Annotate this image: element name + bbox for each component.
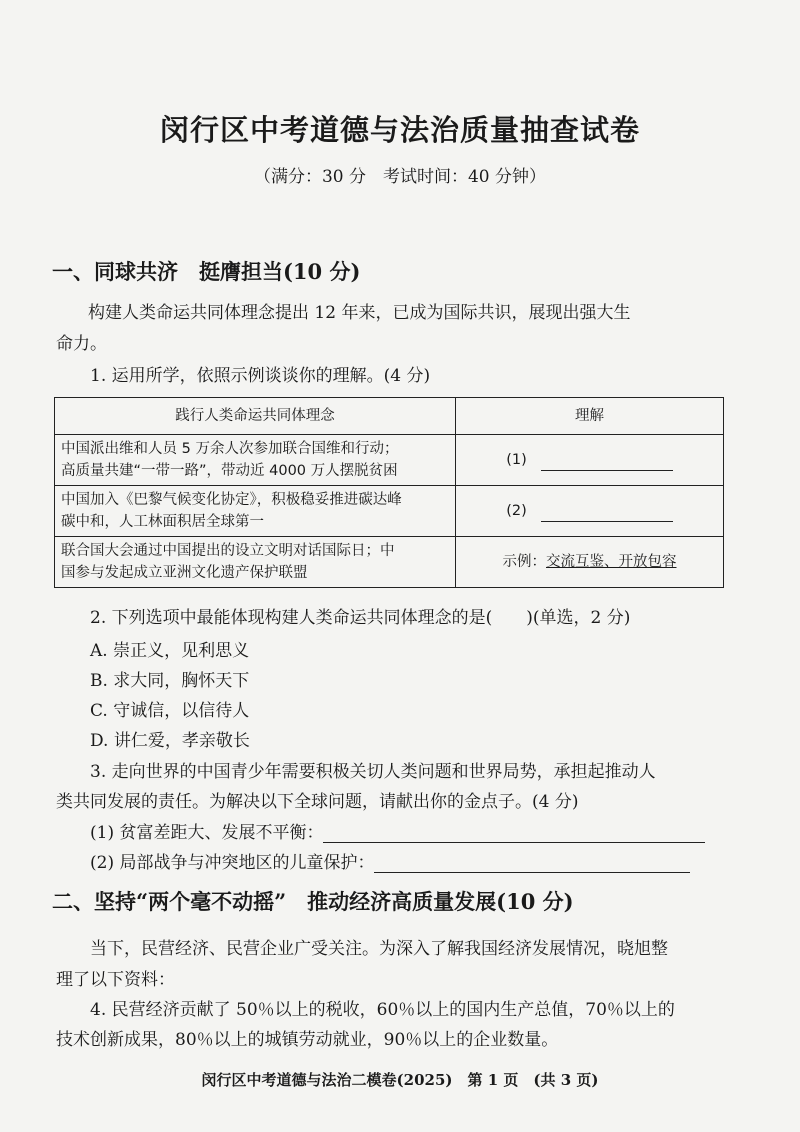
question-1: 1. 运用所学，依照示例谈谈你的理解。(4 分): [90, 366, 431, 386]
exam-info: （满分：30 分 考试时间：40 分钟）: [253, 167, 547, 187]
cell-text: 联合国大会通过中国提出的设立文明对话国际日；中: [61, 543, 395, 559]
example-cell: [456, 537, 724, 588]
section-2-intro: 当下，民营经济、民营企业广受关注。为深入了解我国经济发展情况，晓旭整: [90, 939, 668, 959]
table-row: [55, 537, 724, 588]
example-text: 交流互鉴、开放包容: [546, 554, 677, 570]
option-c: C. 守诚信，以信待人: [90, 701, 250, 721]
question-2: 2. 下列选项中最能体现构建人类命运共同体理念的是( )(单选，2 分): [90, 608, 631, 628]
cell-text: 国参与发起成立亚洲文化遗产保护联盟: [61, 565, 308, 581]
question-4-cont: 技术创新成果，80％以上的城镇劳动就业，90％以上的企业数量。: [56, 1030, 559, 1050]
question-3-part-1: [90, 818, 705, 843]
part-1-prompt: (1) 贫富差距大、发展不平衡：: [90, 823, 324, 843]
section-1-heading: 一、同球共济 挺膺担当(10 分): [52, 259, 361, 284]
answer-line-2[interactable]: [374, 854, 690, 873]
question-4: 4. 民营经济贡献了 50％以上的税收，60％以上的国内生产总值，70％以上的: [90, 1000, 675, 1020]
cell-text: 中国派出维和人员 5 万余人次参加联合国维和行动；: [61, 441, 399, 457]
example-label: 示例：: [502, 554, 546, 570]
table-cell: [55, 486, 456, 537]
section-2-heading: 二、坚持“两个毫不动摇” 推动经济高质量发展(10 分): [52, 889, 574, 914]
page-title: 闵行区中考道德与法治质量抽查试卷: [159, 113, 640, 147]
table-header-right: 理解: [456, 398, 724, 435]
table-row: [55, 486, 724, 537]
part-2-prompt: (2) 局部战争与冲突地区的儿童保护：: [90, 853, 375, 873]
answer-line-1[interactable]: [323, 824, 705, 843]
option-b: B. 求大同，胸怀天下: [90, 671, 250, 691]
table-header-left: 践行人类命运共同体理念: [55, 398, 456, 435]
page-footer: 闵行区中考道德与法治二模卷(2025) 第 1 页 (共 3 页): [201, 1071, 599, 1089]
answer-blank-2[interactable]: [541, 505, 673, 522]
answer-cell[interactable]: [456, 435, 724, 486]
question-3: 3. 走向世界的中国青少年需要积极关切人类问题和世界局势，承担起推动人: [90, 762, 656, 782]
question-3-cont: 类共同发展的责任。为解决以下全球问题，请献出你的金点子。(4 分): [56, 792, 579, 812]
answer-label: (2): [506, 503, 527, 519]
section-1-intro: 构建人类命运共同体理念提出 12 年来，已成为国际共识，展现出强大生: [88, 303, 631, 323]
answer-blank-1[interactable]: [541, 454, 673, 471]
table-cell: [55, 537, 456, 588]
answer-label: (1): [506, 452, 527, 468]
question-3-part-2: [90, 848, 690, 873]
table-cell: [55, 435, 456, 486]
cell-text: 高质量共建“一带一路”，带动近 4000 万人摆脱贫困: [61, 463, 398, 479]
section-1-intro-cont: 命力。: [56, 334, 107, 354]
option-d: D. 讲仁爱，孝亲敬长: [90, 731, 250, 751]
cell-text: 中国加入《巴黎气候变化协定》，积极稳妥推进碳达峰: [61, 492, 402, 508]
answer-cell[interactable]: [456, 486, 724, 537]
table-row: [55, 435, 724, 486]
practice-table: [54, 397, 724, 588]
cell-text: 碳中和，人工林面积居全球第一: [61, 514, 264, 530]
option-a: A. 崇正义，见利思义: [90, 641, 250, 661]
section-2-intro-cont: 理了以下资料：: [56, 970, 175, 990]
table-header-row: [55, 398, 724, 435]
